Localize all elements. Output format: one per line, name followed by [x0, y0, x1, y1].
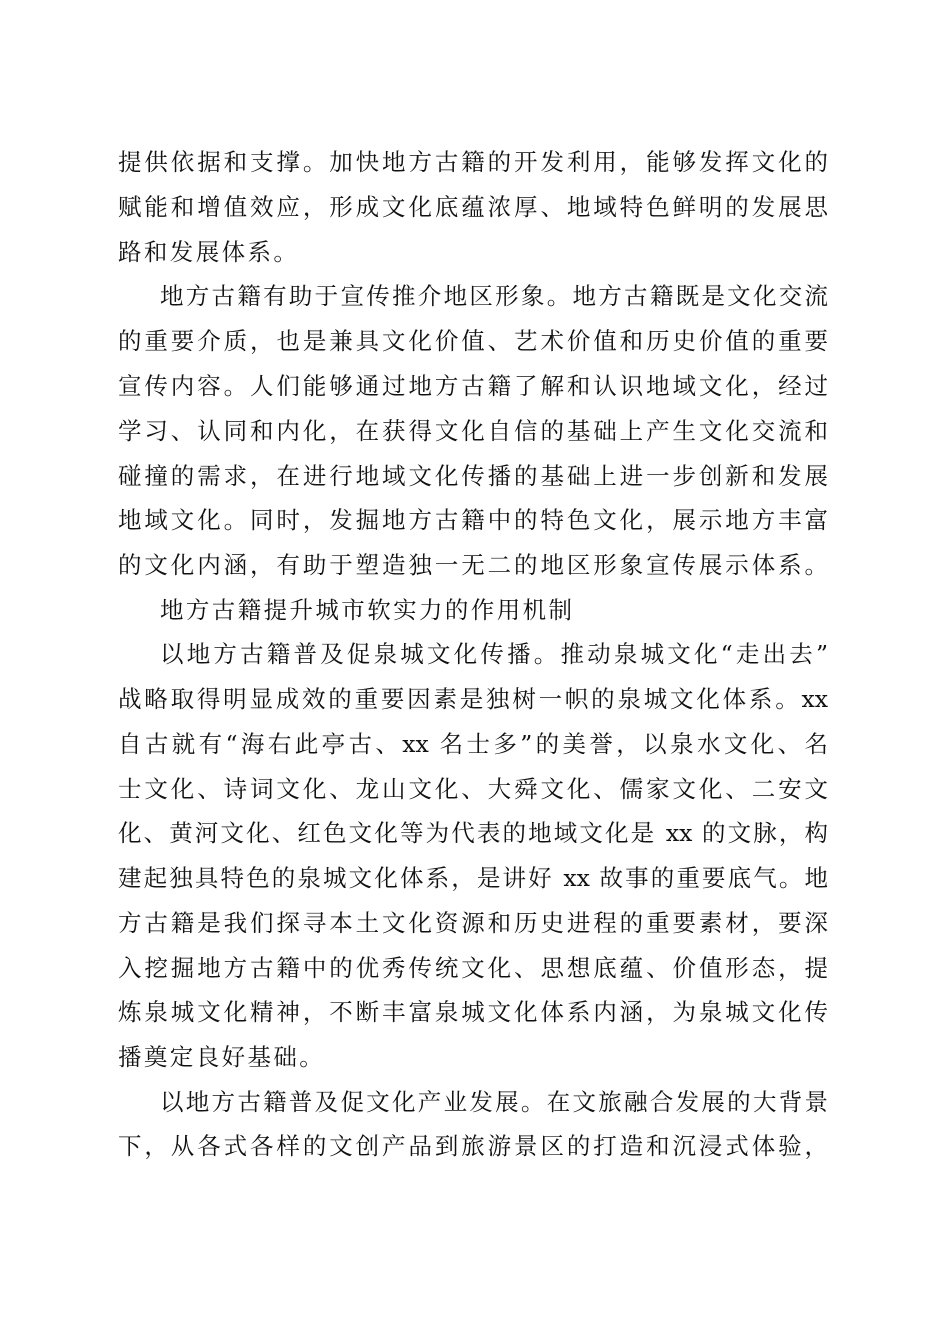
text-line: 方古籍是我们探寻本土文化资源和历史进程的重要素材，要深: [118, 909, 828, 937]
text-line: 建起独具特色的泉城文化体系，是讲好 xx 故事的重要底气。地: [118, 864, 828, 892]
text-line: 地方古籍有助于宣传推介地区形象。地方古籍既是文化交流: [160, 282, 828, 310]
section-heading: 地方古籍提升城市软实力的作用机制: [160, 596, 575, 624]
text-line: 提供依据和支撑。加快地方古籍的开发利用，能够发挥文化的: [118, 148, 828, 176]
text-line: 地域文化。同时，发掘地方古籍中的特色文化，展示地方丰富: [118, 506, 828, 534]
text-line: 炼泉城文化精神，不断丰富泉城文化体系内涵，为泉城文化传: [118, 998, 828, 1026]
text-line: 播奠定良好基础。: [118, 1043, 326, 1071]
text-line: 学习、认同和内化，在获得文化自信的基础上产生文化交流和: [118, 417, 828, 445]
text-line: 碰撞的需求，在进行地域文化传播的基础上进一步创新和发展: [118, 462, 828, 490]
text-line: 入挖掘地方古籍中的优秀传统文化、思想底蕴、价值形态，提: [118, 954, 828, 982]
text-line: 战略取得明显成效的重要因素是独树一帜的泉城文化体系。xx: [118, 685, 828, 713]
text-line: 自古就有“海右此亭古、xx 名士多”的美誉，以泉水文化、名: [118, 730, 828, 758]
text-line: 宣传内容。人们能够通过地方古籍了解和认识地域文化，经过: [118, 372, 828, 400]
text-line: 化、黄河文化、红色文化等为代表的地域文化是 xx 的文脉，构: [118, 819, 828, 847]
text-line: 赋能和增值效应，形成文化底蕴浓厚、地域特色鲜明的发展思: [118, 193, 828, 221]
text-line: 的文化内涵，有助于塑造独一无二的地区形象宣传展示体系。: [118, 551, 828, 579]
text-line: 路和发展体系。: [118, 238, 300, 266]
text-line: 下，从各式各样的文创产品到旅游景区的打造和沉浸式体验，: [118, 1132, 828, 1160]
text-line: 以地方古籍普及促文化产业发展。在文旅融合发展的大背景: [160, 1088, 828, 1116]
text-line: 的重要介质，也是兼具文化价值、艺术价值和历史价值的重要: [118, 327, 828, 355]
text-line: 以地方古籍普及促泉城文化传播。推动泉城文化“走出去”: [160, 640, 828, 668]
text-line: 士文化、诗词文化、龙山文化、大舜文化、儒家文化、二安文: [118, 775, 828, 803]
